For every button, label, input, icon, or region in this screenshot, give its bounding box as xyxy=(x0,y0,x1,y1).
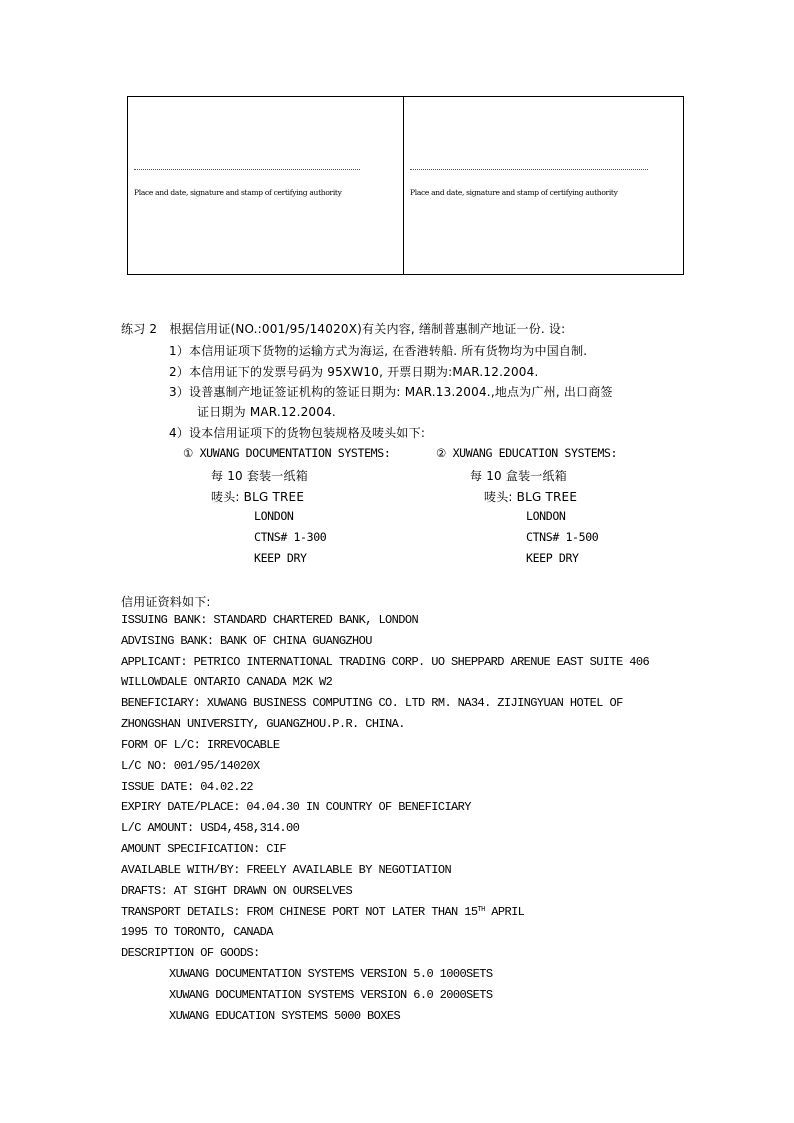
lc-line: L/C NO: 001/95/14020X xyxy=(121,759,260,773)
shipping-mark-line: CTNS# 1-500 xyxy=(526,530,599,544)
shipping-mark-line: KEEP DRY xyxy=(526,551,579,565)
table-divider xyxy=(403,97,404,274)
goods-heading: DESCRIPTION OF GOODS: xyxy=(121,946,260,960)
lc-line: ISSUE DATE: 04.02.22 xyxy=(121,780,254,794)
certificate-table xyxy=(127,96,684,275)
goods-item: XUWANG DOCUMENTATION SYSTEMS VERSION 6.0 2000SETS xyxy=(169,988,493,1002)
exercise-item-2: 2）本信用证下的发票号码为 95XW10, 开票日期为:MAR.12.2004. xyxy=(169,365,539,379)
signature-line-left xyxy=(134,169,360,170)
lc-line: WILLOWDALE ONTARIO CANADA M2K W2 xyxy=(121,675,333,689)
transport-text: TRANSPORT DETAILS: FROM CHINESE PORT NOT LATER THAN 15 xyxy=(121,905,478,919)
signature-line-right xyxy=(410,169,648,170)
exercise-item-3: 3）设普惠制产地证签证机构的签证日期为: MAR.13.2004.,地点为广州, 出口商签 xyxy=(169,385,613,399)
lc-line: AMOUNT SPECIFICATION: CIF xyxy=(121,842,287,856)
packing-header-2: ② XUWANG EDUCATION SYSTEMS: xyxy=(436,446,618,460)
shipping-mark-line: CTNS# 1-300 xyxy=(254,530,327,544)
exercise-item-4: 4）设本信用证项下的货物包装规格及唛头如下: xyxy=(169,426,426,440)
shipping-mark-line: LONDON xyxy=(526,509,566,523)
exercise-item-1: 1）本信用证项下货物的运输方式为海运, 在香港转船. 所有货物均为中国自制. xyxy=(169,344,588,358)
lc-line: L/C AMOUNT: USD4,458,314.00 xyxy=(121,821,300,835)
shipping-mark-line: KEEP DRY xyxy=(254,551,307,565)
exercise-title: 练习 2 根据信用证(NO.:001/95/14020X)有关内容, 缮制普惠制产地证一份. 设: xyxy=(121,322,566,336)
lc-line: DRAFTS: AT SIGHT DRAWN ON OURSELVES xyxy=(121,884,353,898)
lc-heading: 信用证资料如下: xyxy=(121,595,211,609)
goods-item: XUWANG EDUCATION SYSTEMS 5000 BOXES xyxy=(169,1009,401,1023)
packing-spec-2: 每 10 盒装一纸箱 xyxy=(470,469,567,483)
certifying-authority-label-right: Place and date, signature and stamp of certifying authority xyxy=(410,188,618,197)
lc-line: FORM OF L/C: IRREVOCABLE xyxy=(121,738,280,752)
lc-transport-line-2: 1995 TO TORONTO, CANADA xyxy=(121,925,273,939)
lc-line: EXPIRY DATE/PLACE: 04.04.30 IN COUNTRY OF BENEFICIARY xyxy=(121,800,471,814)
lc-transport-line xyxy=(121,905,524,919)
certifying-authority-label-left: Place and date, signature and stamp of certifying authority xyxy=(134,188,342,197)
lc-line: ZHONGSHAN UNIVERSITY, GUANGZHOU.P.R. CHINA. xyxy=(121,717,405,731)
lc-line: AVAILABLE WITH/BY: FREELY AVAILABLE BY NEGOTIATION xyxy=(121,863,452,877)
shipping-mark-label-1: 唛头: BLG TREE xyxy=(211,490,305,504)
exercise-item-3-continued: 证日期为 MAR.12.2004. xyxy=(197,405,336,419)
packing-spec-1: 每 10 套装一纸箱 xyxy=(211,469,308,483)
lc-line: ADVISING BANK: BANK OF CHINA GUANGZHOU xyxy=(121,634,372,648)
transport-text-end: APRIL xyxy=(484,905,525,919)
lc-line: ISSUING BANK: STANDARD CHARTERED BANK, LONDON xyxy=(121,613,419,627)
goods-item: XUWANG DOCUMENTATION SYSTEMS VERSION 5.0 1000SETS xyxy=(169,967,493,981)
shipping-mark-label-2: 唛头: BLG TREE xyxy=(484,490,578,504)
lc-line: APPLICANT: PETRICO INTERNATIONAL TRADING CORP. UO SHEPPARD ARENUE EAST SUITE 406 xyxy=(121,655,650,669)
ordinal-suffix: TH xyxy=(477,906,485,914)
packing-header-1: ① XUWANG DOCUMENTATION SYSTEMS: xyxy=(183,446,391,460)
lc-line: BENEFICIARY: XUWANG BUSINESS COMPUTING CO. LTD RM. NA34. ZIJINGYUAN HOTEL OF xyxy=(121,696,623,710)
shipping-mark-line: LONDON xyxy=(254,509,294,523)
